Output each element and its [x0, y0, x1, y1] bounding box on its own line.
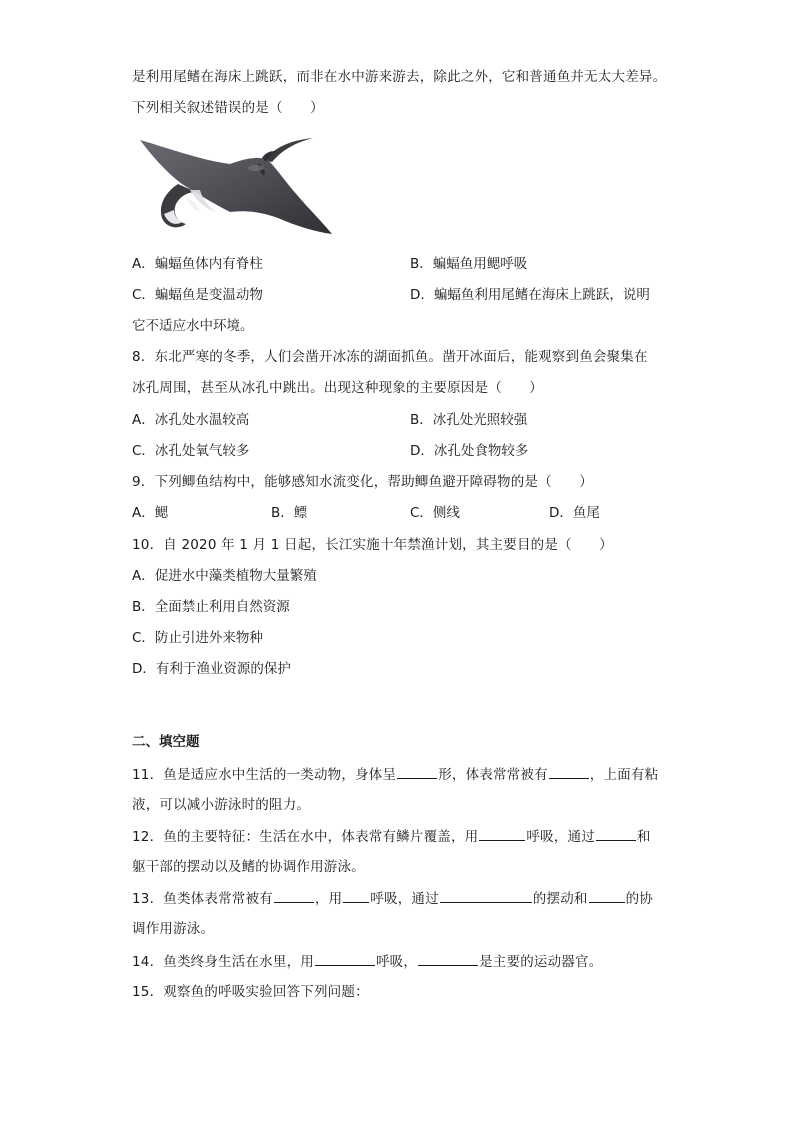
q9-option-b[interactable]: B．鳔	[271, 505, 308, 521]
q12-blank-1[interactable]	[479, 826, 525, 841]
q9-option-d[interactable]: D．鱼尾	[549, 505, 600, 521]
q13-blank-4[interactable]	[589, 888, 625, 903]
manta-ray-icon	[138, 134, 334, 240]
q9-option-a[interactable]: A．鳃	[132, 505, 169, 521]
q13-text-3: 呼吸，通过	[370, 891, 439, 907]
q11-line1	[132, 764, 658, 785]
q8-option-d[interactable]: D．冰孔处食物较多	[410, 443, 529, 459]
q7-option-d-continued: 它不适应水中环境。	[132, 318, 254, 334]
q11-blank-2[interactable]	[549, 764, 589, 779]
q10-option-c[interactable]: C．防止引进外来物种	[132, 630, 263, 646]
q12-blank-2[interactable]	[596, 826, 636, 841]
q14-text-2: 呼吸，	[375, 954, 418, 970]
q13-line1	[132, 888, 653, 909]
q10-option-a[interactable]: A．促进水中藻类植物大量繁殖	[132, 568, 317, 584]
q14-text-1: 14．鱼类终身生活在水里，用	[132, 954, 314, 970]
q13-line2: 调作用游泳。	[132, 921, 215, 937]
q10-option-b[interactable]: B．全面禁止利用自然资源	[132, 599, 290, 615]
q11-blank-1[interactable]	[397, 764, 437, 779]
q12-text-3: 和	[636, 829, 651, 845]
q12-line2: 躯干部的摆动以及鳍的协调作用游泳。	[132, 859, 365, 875]
q12-text-1: 12．鱼的主要特征：生活在水中，体表常有鳞片覆盖，用	[132, 829, 479, 845]
q12-text-2: 呼吸，通过	[526, 829, 595, 845]
q13-text-4: 的摆动和	[532, 891, 588, 907]
q14-blank-1[interactable]	[315, 951, 375, 966]
q7-option-c[interactable]: C．蝙蝠鱼是变温动物	[132, 287, 263, 303]
q15-stem: 15．观察鱼的呼吸实验回答下列问题：	[132, 984, 369, 1000]
q13-text-1: 13．鱼类体表常常被有	[132, 891, 273, 907]
q9-option-c[interactable]: C．侧线	[410, 505, 460, 521]
q7-option-a[interactable]: A．蝙蝠鱼体内有脊柱	[132, 256, 263, 272]
q14-text-3: 是主要的运动器官。	[479, 954, 603, 970]
section-title-fill-in: 二、填空题	[132, 734, 200, 750]
q7-stem-line1: 是利用尾鳍在海床上跳跃，而非在水中游来游去，除此之外，它和普通鱼并无太大差异。	[132, 69, 667, 85]
q8-stem-line1: 8．东北严寒的冬季，人们会凿开冰冻的湖面抓鱼。凿开冰面后，能观察到鱼会聚集在	[132, 349, 648, 365]
q8-option-b[interactable]: B．冰孔处光照较强	[410, 412, 528, 428]
q11-text-3: ，上面有粘	[589, 767, 659, 783]
q13-blank-3[interactable]	[440, 888, 532, 903]
q13-text-2: ，用	[314, 891, 343, 907]
q8-option-a[interactable]: A．冰孔处水温较高	[132, 412, 250, 428]
q12-line1	[132, 826, 651, 847]
q10-stem: 10．自 2020 年 1 月 1 日起，长江实施十年禁渔计划，其主要目的是（ ）	[132, 537, 613, 553]
q14-line1	[132, 951, 602, 972]
q7-option-d[interactable]: D．蝙蝠鱼利用尾鳍在海床上跳跃，说明	[410, 287, 650, 303]
q10-option-d[interactable]: D．有利于渔业资源的保护	[132, 661, 291, 677]
q13-blank-1[interactable]	[274, 888, 314, 903]
q11-text-1: 11．鱼是适应水中生活的一类动物，身体呈	[132, 767, 397, 783]
q11-line2: 液，可以减小游泳时的阻力。	[132, 797, 311, 813]
q7-option-b[interactable]: B．蝙蝠鱼用鳃呼吸	[410, 256, 528, 272]
q11-text-2: 形，体表常常被有	[438, 767, 548, 783]
q8-option-c[interactable]: C．冰孔处氧气较多	[132, 443, 250, 459]
q8-stem-line2: 冰孔周围，甚至从冰孔中跳出。出现这种现象的主要原因是（ ）	[132, 380, 543, 396]
q7-stem-line2: 下列相关叙述错误的是（ ）	[132, 100, 324, 116]
q14-blank-2[interactable]	[418, 951, 478, 966]
q13-blank-2[interactable]	[343, 888, 369, 903]
q13-text-5: 的协	[625, 891, 654, 907]
q9-stem: 9．下列鲫鱼结构中，能够感知水流变化，帮助鲫鱼避开障碍物的是（ ）	[132, 474, 593, 490]
